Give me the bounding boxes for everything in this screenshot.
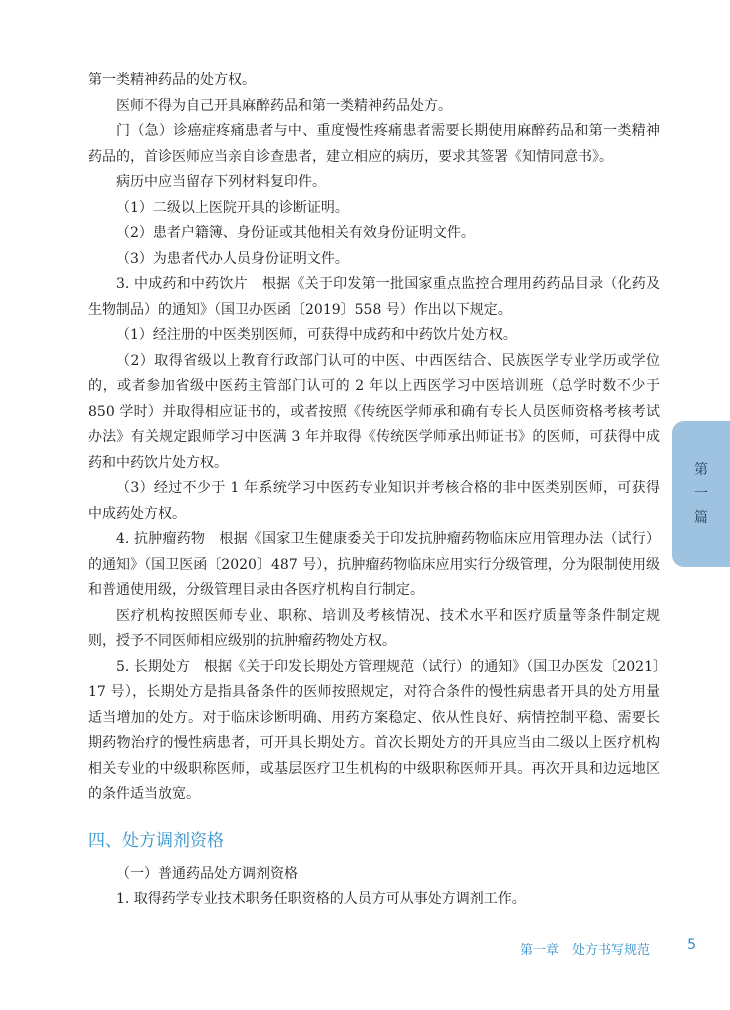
body-paragraph: 3. 中成药和中药饮片 根据《关于印发第一批国家重点监控合理用药药品目录（化药及生物制品）的通知》（国卫办医函〔2019〕558 号）作出以下规定。: [88, 276, 660, 318]
footer-chapter-title: 第一章 处方书写规范: [519, 943, 650, 958]
page-number: 5: [687, 937, 696, 953]
body-paragraph: （1）经注册的中医类别医师，可获得中成药和中药饮片处方权。: [116, 327, 517, 343]
body-paragraph: 病历中应当留存下列材料复印件。: [116, 174, 326, 190]
part-tab-char-1: 第: [694, 462, 708, 478]
section-heading: 四、处方调剂资格: [88, 830, 224, 851]
body-paragraph: 医师不得为自己开具麻醉药品和第一类精神药品处方。: [116, 97, 452, 114]
body-paragraph: （2）取得省级以上教育行政部门认可的中医、中西医结合、民族医学专业学历或学位的，或者参加省级中医药主管部门认可的 2 年以上西医学习中医培训班（总学时数不少于 850 学时）并取得相应证书的，或者按照《传统医学师承和确有专长人员医师资格考核考试办法》有关规定跟师学习中医满 3 年并取得《传统医学师承出师证书》的医师，可获得中成药和中药饮片处方权。: [88, 352, 660, 471]
body-paragraph: （1）二级以上医院开具的诊断证明。: [116, 199, 349, 216]
body-paragraph-last: 1. 取得药学专业技术职务任职资格的人员方可从事处方调剂工作。: [116, 890, 526, 907]
body-paragraph: 4. 抗肿瘤药物 根据《国家卫生健康委关于印发抗肿瘤药物临床应用管理办法（试行）的通知》（国卫医函〔2020〕487 号），抗肿瘤药物临床应用实行分级管理，分为限制使用级和普通使用级，分级管理目录由各医疗机构自行制定。: [88, 531, 660, 598]
subsection-heading: （一）普通药品处方调剂资格: [116, 865, 298, 882]
body-paragraph: 门（急）诊癌症疼痛患者与中、重度慢性疼痛患者需要长期使用麻醉药品和第一类精神药品的，首诊医师应当亲自诊查患者，建立相应的病历，要求其签署《知情同意书》。: [88, 123, 660, 165]
body-paragraph: （3）为患者代办人员身份证明文件。: [116, 250, 349, 267]
body-paragraph: 医疗机构按照医师专业、职称、培训及考核情况、技术水平和医疗质量等条件制定规则，授予不同医师相应级别的抗肿瘤药物处方权。: [88, 607, 660, 649]
paragraph-list: [88, 68, 660, 808]
page-body: [88, 68, 660, 912]
part-tab-char-2: 一: [694, 486, 708, 502]
body-paragraph: （2）患者户籍簿、身份证或其他相关有效身份证明文件。: [116, 225, 475, 241]
part-tab: [672, 421, 730, 567]
body-paragraph: 5. 长期处方 根据《关于印发长期处方管理规范（试行）的通知》（国卫办医发〔2021〕17 号），长期处方是指具备条件的医师按照规定，对符合条件的慢性病患者开具的处方用量适当增加的处方。对于临床诊断明确、用药方案稳定、依从性良好、病情控制平稳、需要长期药物治疗的慢性病患者，可开具长期处方。首次长期处方的开具应当由二级以上医疗机构相关专业的中级职称医师，或基层医疗卫生机构的中级职称医师开具。再次开具和边远地区的条件适当放宽。: [88, 658, 660, 802]
part-tab-char-3: 篇: [694, 510, 708, 526]
body-paragraph: （3）经过不少于 1 年系统学习中医药专业知识并考核合格的非中医类别医师，可获得中成药处方权。: [88, 480, 660, 522]
body-paragraph: 第一类精神药品的处方权。: [88, 72, 256, 88]
